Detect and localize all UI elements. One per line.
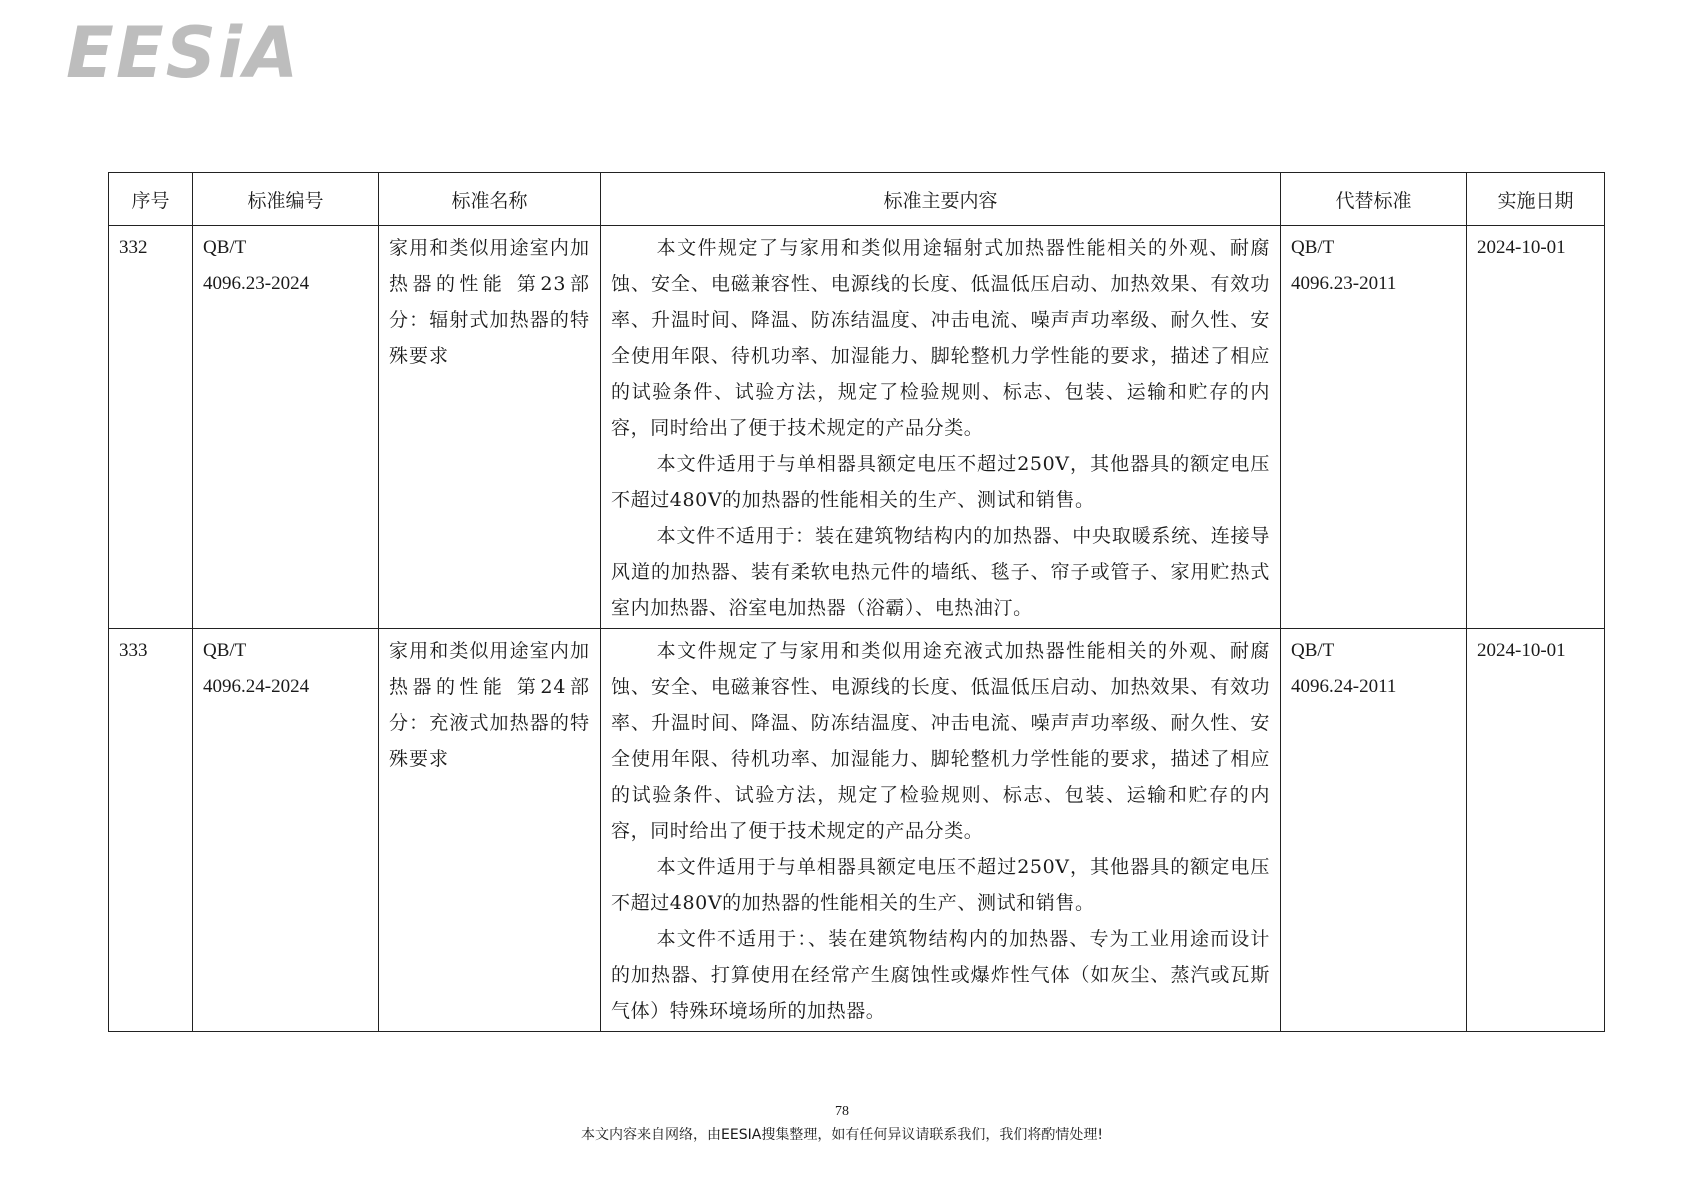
- eesia-logo: EESiA: [66, 12, 301, 94]
- content-paragraph: 本文件规定了与家用和类似用途充液式加热器性能相关的外观、耐腐蚀、安全、电磁兼容性、电源线的长度、低温低压启动、加热效果、有效功率、升温时间、降温、防冻结温度、冲击电流、噪声声功率级、耐久性、安全使用年限、待机功率、加湿能力、脚轮整机力学性能的要求，描述了相应的试验条件、试验方法，规定了检验规则、标志、包装、运输和贮存的内容，同时给出了便于技术规定的产品分类。: [611, 640, 1270, 842]
- footer-disclaimer: 本文内容来自网络，由EESIA搜集整理，如有任何异议请联系我们，我们将酌情处理!: [581, 1127, 1103, 1143]
- code-prefix: QB/T: [203, 237, 247, 258]
- table-row: [109, 629, 1605, 1032]
- header-seq: 序号: [109, 173, 193, 226]
- table-header-row: [109, 173, 1605, 226]
- row-replaced-standard: [1281, 629, 1467, 1032]
- replaced-prefix: QB/T: [1291, 237, 1335, 258]
- header-standard-code: 标准编号: [193, 173, 379, 226]
- row-main-content: [601, 629, 1281, 1032]
- row-effective-date: 2024-10-01: [1467, 629, 1605, 1032]
- page-number: 78: [835, 1104, 849, 1119]
- content-paragraph: 本文件规定了与家用和类似用途辐射式加热器性能相关的外观、耐腐蚀、安全、电磁兼容性、电源线的长度、低温低压启动、加热效果、有效功率、升温时间、降温、防冻结温度、冲击电流、噪声声功率级、耐久性、安全使用年限、待机功率、加湿能力、脚轮整机力学性能的要求，描述了相应的试验条件、试验方法，规定了检验规则、标志、包装、运输和贮存的内容，同时给出了便于技术规定的产品分类。: [611, 237, 1270, 439]
- table-row: [109, 226, 1605, 629]
- row-standard-name: 家用和类似用途室内加热器的性能 第23部分：辐射式加热器的特殊要求: [379, 226, 601, 629]
- header-standard-name: 标准名称: [379, 173, 601, 226]
- code-number: 4096.24-2024: [203, 676, 310, 697]
- row-seq: 332: [109, 226, 193, 629]
- header-effective-date: 实施日期: [1467, 173, 1605, 226]
- code-number: 4096.23-2024: [203, 273, 310, 294]
- row-main-content: [601, 226, 1281, 629]
- header-replaced-standard: 代替标准: [1281, 173, 1467, 226]
- row-replaced-standard: [1281, 226, 1467, 629]
- row-standard-code: [193, 629, 379, 1032]
- header-main-content: 标准主要内容: [601, 173, 1281, 226]
- content-paragraph: 本文件适用于与单相器具额定电压不超过250V，其他器具的额定电压不超过480V的加热器的性能相关的生产、测试和销售。: [611, 856, 1270, 914]
- row-standard-name: 家用和类似用途室内加热器的性能 第24部分：充液式加热器的特殊要求: [379, 629, 601, 1032]
- content-paragraph: 本文件不适用于：、装在建筑物结构内的加热器、专为工业用途而设计的加热器、打算使用在经常产生腐蚀性或爆炸性气体（如灰尘、蒸汽或瓦斯气体）特殊环境场所的加热器。: [611, 928, 1270, 1022]
- code-prefix: QB/T: [203, 640, 247, 661]
- replaced-prefix: QB/T: [1291, 640, 1335, 661]
- replaced-number: 4096.24-2011: [1291, 676, 1397, 697]
- replaced-number: 4096.23-2011: [1291, 273, 1397, 294]
- content-paragraph: 本文件不适用于：装在建筑物结构内的加热器、中央取暖系统、连接导风道的加热器、装有柔软电热元件的墙纸、毯子、帘子或管子、家用贮热式室内加热器、浴室电加热器（浴霸）、电热油汀。: [611, 525, 1270, 619]
- standards-table: [108, 172, 1605, 1032]
- row-standard-code: [193, 226, 379, 629]
- row-seq: 333: [109, 629, 193, 1032]
- row-effective-date: 2024-10-01: [1467, 226, 1605, 629]
- content-paragraph: 本文件适用于与单相器具额定电压不超过250V，其他器具的额定电压不超过480V的加热器的性能相关的生产、测试和销售。: [611, 453, 1270, 511]
